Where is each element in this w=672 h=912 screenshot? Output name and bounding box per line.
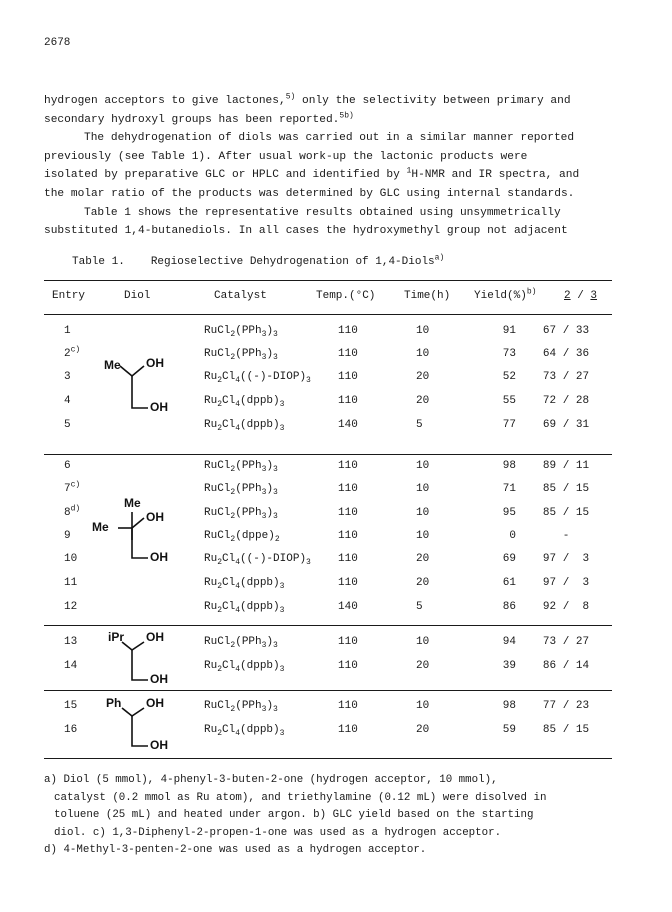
table-title: Regioselective Dehydrogenation of 1,4-Diols$^{a)}$ <box>150 253 445 268</box>
yield-cell: 77 <box>502 419 516 431</box>
catalyst-cell: $RuCl_2(PPh_3)_3$ <box>204 325 278 340</box>
time-cell: 10 <box>416 700 430 712</box>
hydroxyl-label: OH <box>146 696 164 710</box>
yield-cell: 71 <box>502 483 516 495</box>
catalyst-cell: $RuCl_2(PPh_3)_3$ <box>204 460 278 475</box>
temp-cell: 110 <box>338 577 358 589</box>
entry-cell: 13 <box>64 636 78 648</box>
yield-cell: 59 <box>502 724 516 736</box>
temp-cell: 110 <box>338 460 358 472</box>
header-entry: Entry <box>52 290 86 302</box>
yield-cell: 86 <box>502 601 516 613</box>
table-bottom-rule <box>44 758 612 759</box>
ratio-cell: 85 / 15 <box>542 507 590 519</box>
catalyst-cell: $Ru_2Cl_4(dppb)_3$ <box>204 724 285 739</box>
table-header-rule <box>44 314 612 315</box>
time-cell: 5 <box>416 601 423 613</box>
substituent-label: Me <box>104 358 121 372</box>
yield-cell: 0 <box>509 530 516 542</box>
catalyst-cell: $RuCl_2(PPh_3)_3$ <box>204 636 278 651</box>
yield-cell: 69 <box>502 553 516 565</box>
footnote-line: d) 4-Methyl-3-penten-2-one was used as a hydrogen acceptor. <box>44 844 427 857</box>
yield-cell: 95 <box>502 507 516 519</box>
catalyst-cell: $Ru_2Cl_4(dppb)_3$ <box>204 419 285 434</box>
hydroxyl-label: OH <box>146 356 164 370</box>
ratio-cell: 97 / 3 <box>542 577 590 589</box>
body-line: previously (see Table 1). After usual work-up the lactonic products were <box>44 150 528 163</box>
yield-cell: 39 <box>502 660 516 672</box>
yield-cell: 55 <box>502 395 516 407</box>
time-cell: 10 <box>416 325 430 337</box>
header-temp: Temp.(°C) <box>316 290 376 302</box>
group-divider <box>44 690 612 691</box>
entry-cell: 9 <box>64 530 71 542</box>
time-cell: 20 <box>416 577 430 589</box>
yield-cell: 91 <box>502 325 516 337</box>
entry-cell: 16 <box>64 724 78 736</box>
time-cell: 20 <box>416 660 430 672</box>
ratio-cell: 85 / 15 <box>542 483 590 495</box>
hydroxyl-label: OH <box>146 510 164 524</box>
ratio-cell: 86 / 14 <box>542 660 590 672</box>
header-ratio: 2 / 3 <box>564 290 598 302</box>
entry-cell: 11 <box>64 577 78 589</box>
diol-skeleton <box>92 628 192 688</box>
hydroxyl-label: OH <box>146 630 164 644</box>
yield-cell: 98 <box>502 700 516 712</box>
hydroxyl-label: OH <box>150 400 168 414</box>
catalyst-cell: $RuCl_2(PPh_3)_3$ <box>204 348 278 363</box>
ratio-cell: 89 / 11 <box>542 460 590 472</box>
entry-cell: 14 <box>64 660 78 672</box>
ratio-cell: 73 / 27 <box>542 636 590 648</box>
temp-cell: 140 <box>338 419 358 431</box>
temp-cell: 110 <box>338 325 358 337</box>
body-line: Table 1 shows the representative results obtained using unsymmetrically <box>84 206 561 219</box>
ratio-cell: 72 / 28 <box>542 395 590 407</box>
body-line: hydrogen acceptors to give lactones,$^{5)}$ only the selectivity between primary and <box>44 92 571 107</box>
ratio-cell: - <box>562 530 570 542</box>
ratio-cell: 64 / 36 <box>542 348 590 360</box>
time-cell: 20 <box>416 371 430 383</box>
time-cell: 10 <box>416 348 430 360</box>
header-time: Time(h) <box>404 290 451 302</box>
body-line: isolated by preparative GLC or HPLC and identified by $^1$H-NMR and IR spectra, and <box>44 166 580 182</box>
temp-cell: 110 <box>338 371 358 383</box>
substituent-label: iPr <box>108 630 125 644</box>
body-line: The dehydrogenation of diols was carried out in a similar manner reported <box>84 132 575 145</box>
time-cell: 10 <box>416 483 430 495</box>
entry-cell: 2$^{c)}$ <box>64 345 81 360</box>
time-cell: 20 <box>416 553 430 565</box>
diol-skeleton <box>92 500 192 580</box>
group-divider <box>44 454 612 455</box>
ratio-cell: 97 / 3 <box>542 553 590 565</box>
substituent-label: Me <box>124 496 141 510</box>
catalyst-cell: $Ru_2Cl_4((-)-DIOP)_3$ <box>204 371 311 386</box>
table-label: Table 1. <box>72 256 125 268</box>
yield-cell: 61 <box>502 577 516 589</box>
temp-cell: 110 <box>338 530 358 542</box>
entry-cell: 15 <box>64 700 78 712</box>
catalyst-cell: $RuCl_2(PPh_3)_3$ <box>204 507 278 522</box>
temp-cell: 140 <box>338 601 358 613</box>
body-text <box>44 92 644 241</box>
entry-cell: 3 <box>64 371 71 383</box>
entry-cell: 5 <box>64 419 71 431</box>
yield-cell: 98 <box>502 460 516 472</box>
entry-cell: 8$^{d)}$ <box>64 504 81 519</box>
time-cell: 10 <box>416 507 430 519</box>
header-yield: Yield(%)$^{b)}$ <box>474 287 537 302</box>
time-cell: 10 <box>416 530 430 542</box>
temp-cell: 110 <box>338 507 358 519</box>
time-cell: 10 <box>416 636 430 648</box>
time-cell: 10 <box>416 460 430 472</box>
catalyst-cell: $Ru_2Cl_4(dppb)_3$ <box>204 395 285 410</box>
ratio-cell: 73 / 27 <box>542 371 590 383</box>
ratio-cell: 85 / 15 <box>542 724 590 736</box>
catalyst-cell: $Ru_2Cl_4(dppb)_3$ <box>204 601 285 616</box>
ratio-cell: 67 / 33 <box>542 325 590 337</box>
entry-cell: 7$^{c)}$ <box>64 480 81 495</box>
body-line: secondary hydroxyl groups has been reported.$^{5b)}$ <box>44 110 354 126</box>
entry-cell: 4 <box>64 395 71 407</box>
footnote-line: toluene (25 mL) and heated under argon. b) GLC yield based on the starting <box>54 809 534 822</box>
table-caption <box>72 253 445 268</box>
footnote-line: catalyst (0.2 mmol as Ru atom), and triethylamine (0.12 mL) were disolved in <box>54 791 547 804</box>
catalyst-cell: $RuCl_2(PPh_3)_3$ <box>204 700 278 715</box>
header-diol: Diol <box>124 290 151 302</box>
ratio-cell: 69 / 31 <box>542 419 590 431</box>
hydroxyl-label: OH <box>150 672 168 686</box>
ratio-cell: 92 / 8 <box>542 601 590 613</box>
temp-cell: 110 <box>338 348 358 360</box>
temp-cell: 110 <box>338 636 358 648</box>
table-top-rule <box>44 280 612 281</box>
entry-cell: 6 <box>64 460 71 472</box>
yield-cell: 94 <box>502 636 516 648</box>
footnote-line: a) Diol (5 mmol), 4-phenyl-3-buten-2-one (hydrogen acceptor, 10 mmol), <box>44 774 498 786</box>
body-line: the molar ratio of the products was determined by GLC using internal standards. <box>44 187 575 200</box>
temp-cell: 110 <box>338 724 358 736</box>
diol-skeleton <box>92 346 192 416</box>
temp-cell: 110 <box>338 395 358 407</box>
temp-cell: 110 <box>338 700 358 712</box>
substituent-label: Ph <box>106 696 122 710</box>
group-divider <box>44 625 612 626</box>
ratio-cell: 77 / 23 <box>542 700 590 712</box>
catalyst-cell: $RuCl_2(dppe)_2$ <box>204 530 280 545</box>
footnote-line: diol. c) 1,3-Diphenyl-2-propen-1-one was used as a hydrogen acceptor. <box>54 826 502 839</box>
time-cell: 20 <box>416 724 430 736</box>
page-number: 2678 <box>44 37 71 49</box>
catalyst-cell: $RuCl_2(PPh_3)_3$ <box>204 483 278 498</box>
hydroxyl-label: OH <box>150 550 168 564</box>
temp-cell: 110 <box>338 660 358 672</box>
body-line: substituted 1,4-butanediols. In all cases the hydroxymethyl group not adjacent <box>44 225 568 238</box>
temp-cell: 110 <box>338 483 358 495</box>
entry-cell: 1 <box>64 325 71 337</box>
yield-cell: 73 <box>502 348 516 360</box>
catalyst-cell: $Ru_2Cl_4(dppb)_3$ <box>204 577 285 592</box>
entry-cell: 12 <box>64 601 78 613</box>
table-footnotes <box>44 772 644 860</box>
substituent-label: Me <box>92 520 109 534</box>
hydroxyl-label: OH <box>150 738 168 752</box>
time-cell: 5 <box>416 419 423 431</box>
header-catalyst: Catalyst <box>214 290 267 302</box>
time-cell: 20 <box>416 395 430 407</box>
temp-cell: 110 <box>338 553 358 565</box>
catalyst-cell: $Ru_2Cl_4((-)-DIOP)_3$ <box>204 553 311 568</box>
yield-cell: 52 <box>502 371 516 383</box>
catalyst-cell: $Ru_2Cl_4(dppb)_3$ <box>204 660 285 675</box>
entry-cell: 10 <box>64 553 78 565</box>
